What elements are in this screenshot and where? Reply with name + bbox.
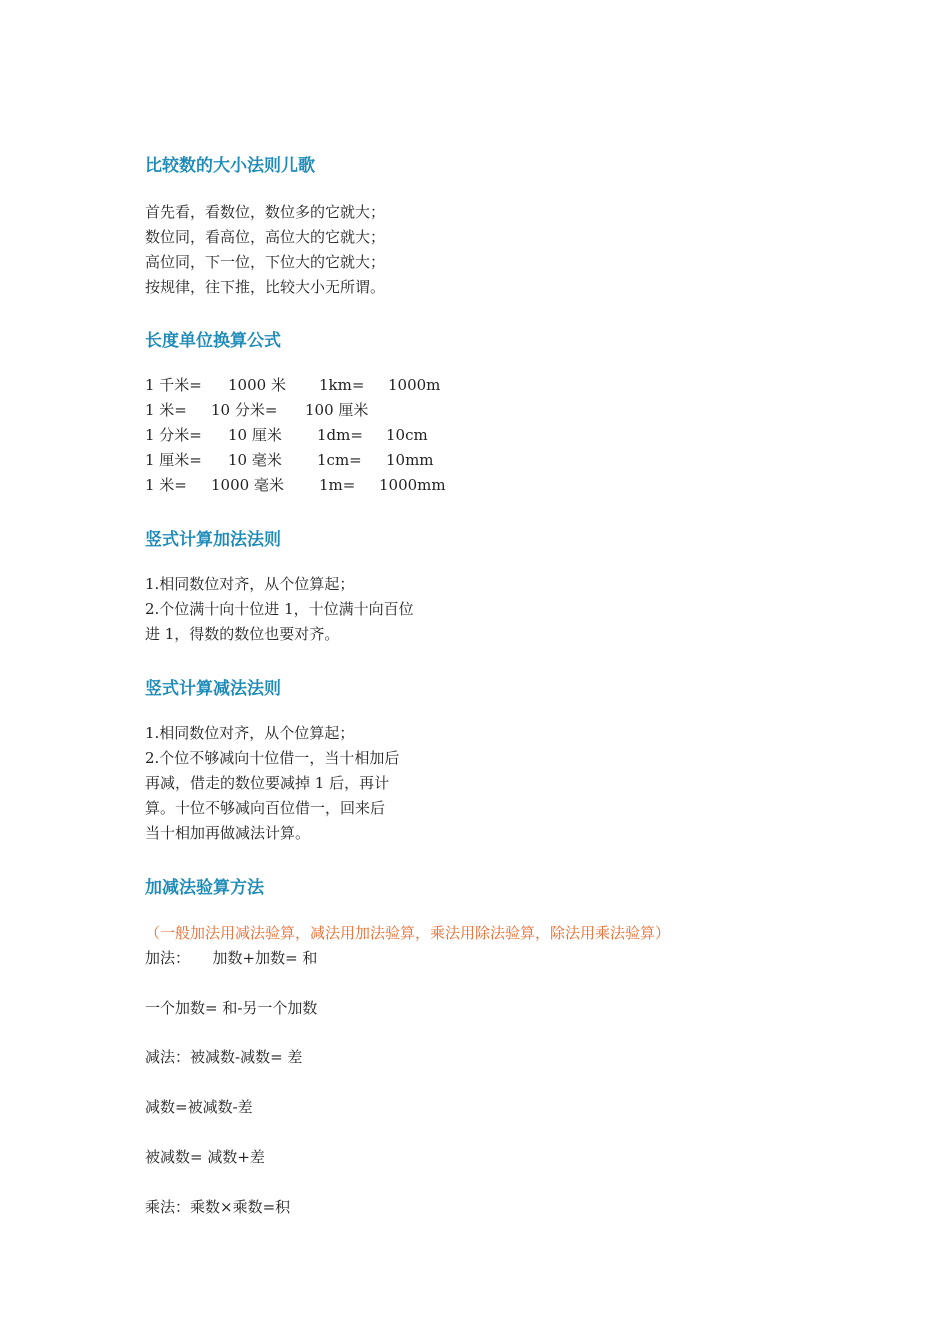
conversion-cell: 1000m bbox=[388, 376, 441, 394]
text-line: 数位同，看高位，高位大的它就大； bbox=[145, 228, 386, 246]
conversion-cell: 1m= bbox=[319, 476, 356, 494]
conversion-cell: 10mm bbox=[386, 451, 434, 469]
conversion-cell: 10 分米= bbox=[211, 401, 278, 419]
text-line: 2.个位满十向十位进 1，十位满十向百位 bbox=[145, 600, 414, 618]
conversion-cell: 1 分米= bbox=[145, 426, 202, 444]
section-title-check: 加减法验算方法 bbox=[145, 878, 264, 898]
section-title-subtraction: 竖式计算减法法则 bbox=[145, 679, 281, 699]
conversion-cell: 100 厘米 bbox=[305, 401, 369, 419]
note-text: （一般加法用减法验算，减法用加法验算，乘法用除法验算，除法用乘法验算） bbox=[145, 924, 671, 942]
conversion-cell: 1000mm bbox=[379, 476, 446, 494]
conversion-cell: 1dm= bbox=[317, 426, 363, 444]
text-line: 首先看，看数位，数位多的它就大； bbox=[145, 203, 386, 221]
conversion-row bbox=[145, 448, 565, 473]
text-line: 一个加数= 和-另一个加数 bbox=[145, 999, 318, 1017]
text-line: 2.个位不够减向十位借一，当十相加后 bbox=[145, 749, 400, 767]
text-line: 再减，借走的数位要减掉 1 后，再计 bbox=[145, 774, 390, 792]
conversion-cell: 1 米= bbox=[145, 401, 187, 419]
conversion-row bbox=[145, 373, 565, 398]
conversion-cell: 1cm= bbox=[317, 451, 362, 469]
text-line: 算。十位不够减向百位借一，回来后 bbox=[145, 799, 386, 817]
conversion-cell: 1000 米 bbox=[228, 376, 286, 394]
section-title-length: 长度单位换算公式 bbox=[145, 331, 281, 351]
text-line: 乘法：乘数×乘数=积 bbox=[145, 1198, 291, 1216]
conversion-cell: 1 米= bbox=[145, 476, 187, 494]
text-line: 当十相加再做减法计算。 bbox=[145, 824, 311, 842]
conversion-cell: 1 厘米= bbox=[145, 451, 202, 469]
text-line: 1.相同数位对齐，从个位算起； bbox=[145, 575, 355, 593]
text-line: 加法： 加数+加数= 和 bbox=[145, 949, 318, 967]
text-line: 1.相同数位对齐，从个位算起； bbox=[145, 724, 355, 742]
conversion-cell: 10cm bbox=[386, 426, 428, 444]
conversion-cell: 1000 毫米 bbox=[211, 476, 284, 494]
conversion-cell: 1 千米= bbox=[145, 376, 202, 394]
section-title-compare: 比较数的大小法则儿歌 bbox=[145, 156, 315, 176]
text-line: 按规律，往下推，比较大小无所谓。 bbox=[145, 278, 386, 296]
conversion-row bbox=[145, 398, 565, 423]
text-line: 被减数= 减数+差 bbox=[145, 1148, 265, 1166]
conversion-cell: 1km= bbox=[319, 376, 365, 394]
section-title-addition: 竖式计算加法法则 bbox=[145, 530, 281, 550]
text-line: 减法：被减数-减数= 差 bbox=[145, 1048, 303, 1066]
text-line: 高位同，下一位，下位大的它就大； bbox=[145, 253, 386, 271]
conversion-cell: 10 厘米 bbox=[228, 426, 282, 444]
conversion-row bbox=[145, 423, 565, 448]
text-line: 进 1，得数的数位也要对齐。 bbox=[145, 625, 340, 643]
conversion-row bbox=[145, 473, 565, 498]
conversion-cell: 10 毫米 bbox=[228, 451, 282, 469]
text-line: 减数=被减数-差 bbox=[145, 1098, 253, 1116]
